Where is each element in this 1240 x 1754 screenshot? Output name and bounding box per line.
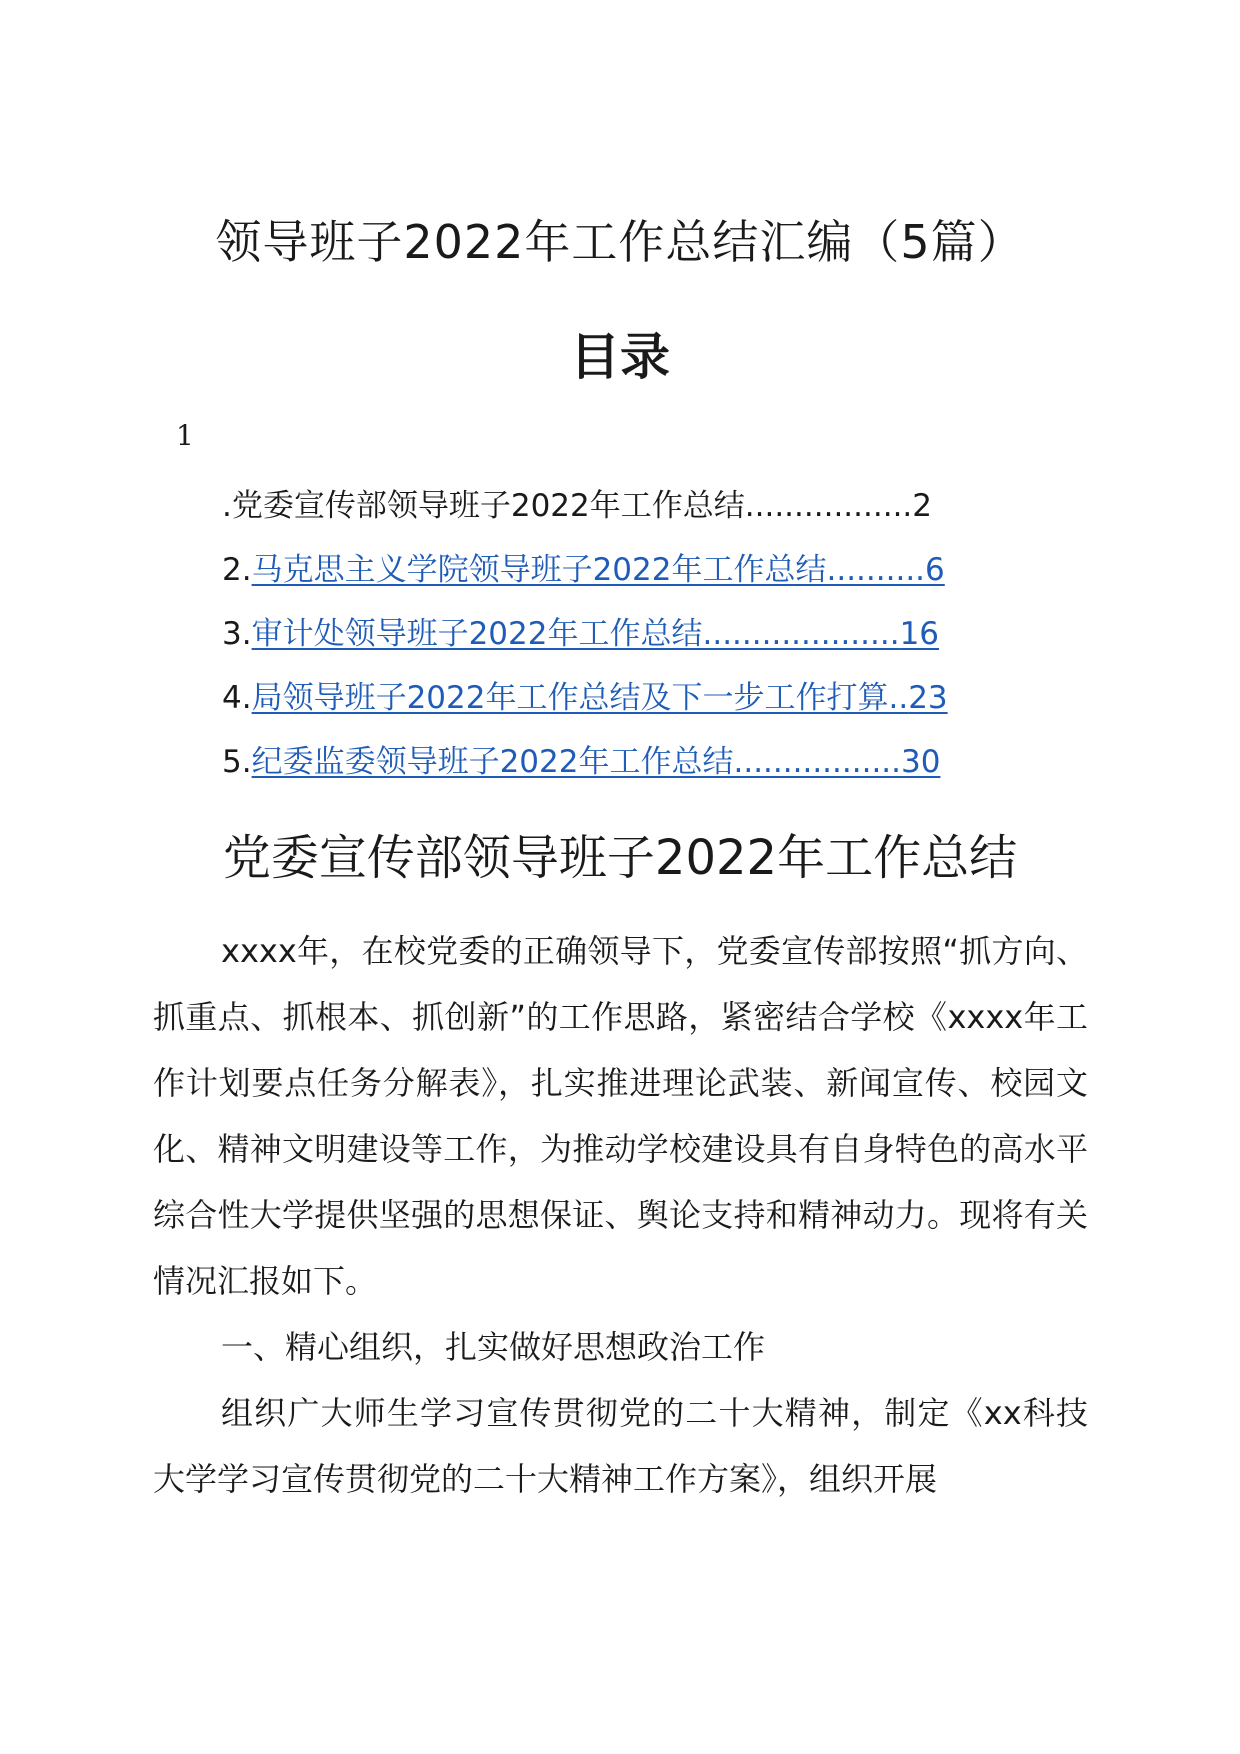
toc-item-prefix: . <box>222 488 232 524</box>
toc-item-dots[interactable]: ................. <box>733 744 902 780</box>
toc-item-prefix: 2. <box>222 552 252 588</box>
toc-item-link[interactable]: 审计处领导班子2022年工作总结 <box>251 616 703 652</box>
toc-item-dots: ................. <box>744 488 913 524</box>
toc-item-4[interactable] <box>222 670 1022 734</box>
table-of-contents <box>222 478 1022 798</box>
document-title: 领导班子2022年工作总结汇编（5篇） <box>215 215 1025 269</box>
toc-item-link[interactable]: 局领导班子2022年工作总结及下一步工作打算 <box>251 680 889 716</box>
toc-item-5[interactable] <box>222 734 1022 798</box>
toc-item-link[interactable]: 马克思主义学院领导班子2022年工作总结 <box>251 552 827 588</box>
toc-heading: 目录 <box>570 328 670 386</box>
toc-item-page: 2 <box>912 488 933 524</box>
toc-item-dots[interactable]: .......... <box>826 552 926 588</box>
toc-item-prefix: 3. <box>222 616 252 652</box>
toc-item-page[interactable]: 6 <box>925 552 945 588</box>
toc-item-page[interactable]: 23 <box>908 680 948 716</box>
toc-item-2[interactable] <box>222 542 1022 606</box>
toc-item-1[interactable] <box>222 478 1022 542</box>
toc-item-prefix: 4. <box>222 680 252 716</box>
paragraph: 组织广大师生学习宣传贯彻党的二十大精神，制定《xx科技大学学习宣传贯彻党的二十大精神工作方案》，组织开展 <box>153 1394 1088 1498</box>
paragraph: xxxx年，在校党委的正确领导下，党委宣传部按照“抓方向、抓重点、抓根本、抓创新”的工作思路，紧密结合学校《xxxx年工作计划要点任务分解表》，扎实推进理论武装、新闻宣传、校园文化、精神文明建设等工作，为推动学校建设具有自身特色的高水平综合性大学提供坚强的思想保证、舆论支持和精神动力。现将有关情况汇报如下。 <box>153 932 1088 1300</box>
toc-item-prefix: 5. <box>222 744 252 780</box>
toc-item-dots[interactable]: .................... <box>702 616 900 652</box>
toc-item-link[interactable]: 纪委监委领导班子2022年工作总结 <box>251 744 734 780</box>
toc-item-page[interactable]: 16 <box>899 616 940 652</box>
body-text <box>153 918 1088 1512</box>
section-title: 党委宣传部领导班子2022年工作总结 <box>222 830 1018 886</box>
toc-item-page[interactable]: 30 <box>901 744 941 780</box>
toc-item-dots[interactable]: .. <box>888 680 909 716</box>
toc-first-number: 1 <box>176 419 194 452</box>
toc-item-title[interactable]: 党委宣传部领导班子2022年工作总结 <box>231 488 745 524</box>
toc-item-3[interactable] <box>222 606 1022 670</box>
section-heading: 一、精心组织，扎实做好思想政治工作 <box>221 1328 766 1366</box>
